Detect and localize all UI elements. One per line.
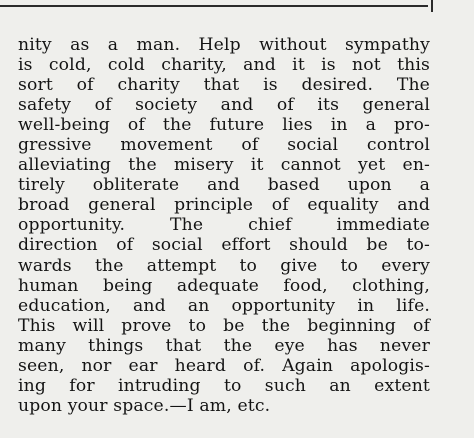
column-divider-rule (431, 0, 433, 12)
article-line: human being adequate food, clothing, (18, 275, 430, 296)
article-line: ing for intruding to such an extent (18, 375, 430, 396)
article-line: well-being of the future lies in a pro- (18, 115, 430, 136)
article-line: This will prove to be the beginning of (18, 315, 430, 336)
article-line: safety of society and of its general (18, 95, 430, 116)
article-line: direction of social effort should be to- (18, 235, 430, 256)
article-line: opportunity. The chief immediate (18, 215, 430, 236)
article-line: upon your space.—I am, etc. (18, 395, 271, 416)
article-line: gressive movement of social control (18, 135, 430, 156)
article-line: wards the attempt to give to every (18, 255, 430, 276)
article-line: seen, nor ear heard of. Again apologis- (18, 355, 430, 376)
article-line: alleviating the misery it cannot yet en- (18, 155, 430, 176)
article-line: sort of charity that is desired. The (18, 75, 430, 96)
article-text-column (18, 35, 430, 416)
article-line: nity as a man. Help without sympathy (18, 35, 430, 55)
article-line: broad general principle of equality and (18, 195, 430, 216)
article-line: education, and an opportunity in life. (18, 295, 430, 316)
article-line: tirely obliterate and based upon a (18, 175, 430, 196)
article-line: many things that the eye has never (18, 335, 430, 356)
article-line: is cold, cold charity, and it is not this (18, 55, 430, 76)
column-top-rule (0, 5, 428, 7)
